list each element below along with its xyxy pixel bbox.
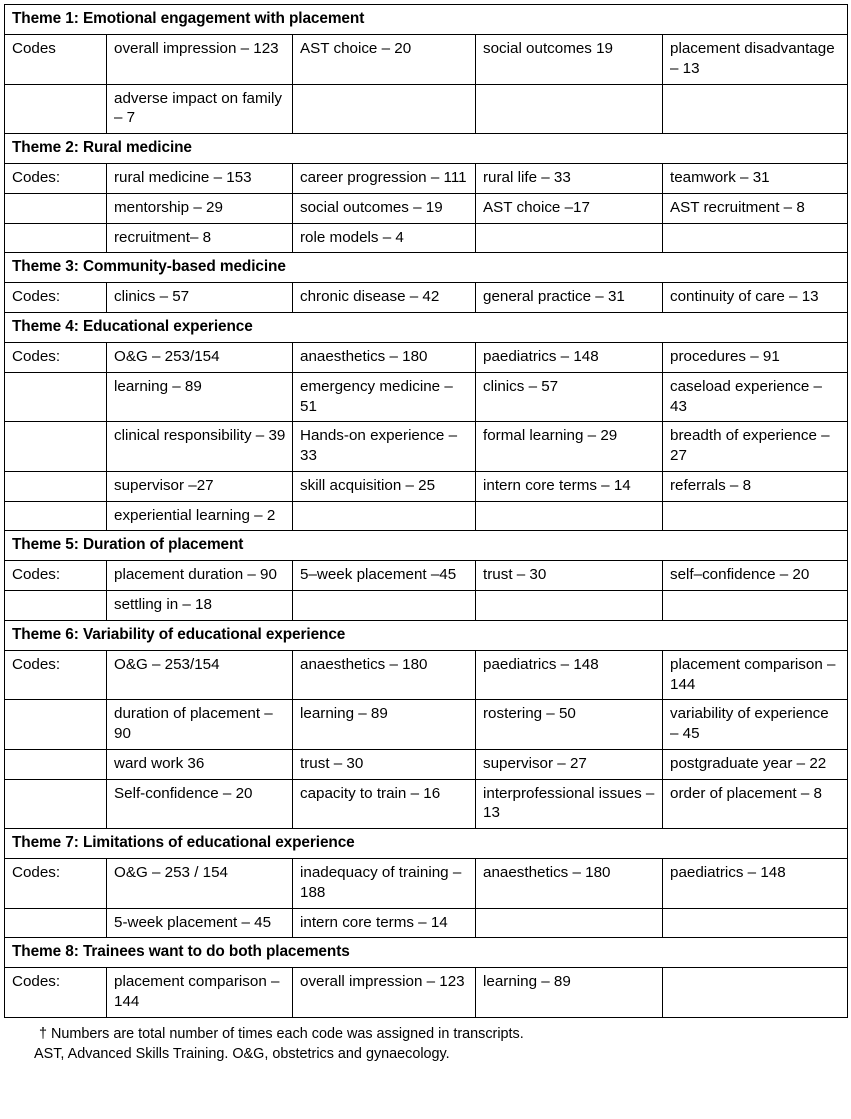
code-cell [107,908,293,938]
code-cell [293,283,476,313]
code-cell-text: referrals – 8 [670,476,752,494]
code-cell [107,223,293,253]
theme-header: Theme 3: Community-based medicine [5,253,848,283]
code-cell-text: continuity of care – 13 [670,288,819,306]
code-cell-text: placement comparison – 144 [670,655,836,693]
code-cell-text: overall impression – 123 [114,40,279,58]
codes-label-empty [5,591,107,621]
code-cell [293,471,476,501]
code-cell [663,471,848,501]
code-cell [293,779,476,829]
code-cell-text: career progression – 111 [300,169,467,187]
codes-label-empty [5,749,107,779]
theme-header-row [5,134,848,164]
code-cell [293,35,476,85]
code-cell [663,700,848,750]
code-cell-text: learning – 89 [114,377,202,395]
code-cell [663,164,848,194]
code-cell-text: ward work 36 [114,754,205,772]
codes-label: Codes [5,35,107,85]
code-cell-text: clinics – 57 [483,377,559,395]
code-cell [476,422,663,472]
code-cell [107,35,293,85]
codes-label-empty [5,84,107,134]
codes-label-empty [5,372,107,422]
code-cell-text: supervisor –27 [114,476,214,494]
code-cell [293,650,476,700]
code-cell-text: caseload experience – 43 [670,377,822,415]
code-cell [107,283,293,313]
code-cell-empty [476,84,663,134]
code-cell [107,501,293,531]
codes-label-empty [5,223,107,253]
code-cell-text: settling in – 18 [114,596,212,614]
code-cell [107,968,293,1018]
code-cell-text: emergency medicine – 51 [300,377,453,415]
theme-header-row [5,253,848,283]
code-cell-text: Self-confidence – 20 [114,784,253,802]
code-cell-text: mentorship – 29 [114,198,223,216]
table-row [5,35,848,85]
footnote-line-1: † Numbers are total number of times each code was assigned in transcripts. [39,1025,524,1042]
code-cell [476,749,663,779]
code-cell-empty [663,501,848,531]
codes-label: Codes: [5,283,107,313]
code-cell-text: O&G – 253/154 [114,655,220,673]
table-footnotes [4,1025,847,1065]
code-cell [476,700,663,750]
code-cell [663,561,848,591]
code-cell-empty [293,591,476,621]
footnote-line-2: AST, Advanced Skills Training. O&G, obstetrics and gynaecology. [34,1045,450,1062]
code-cell-text: paediatrics – 148 [483,348,599,366]
code-cell [663,779,848,829]
code-cell [107,700,293,750]
code-cell [663,749,848,779]
code-cell-text: learning – 89 [300,705,388,723]
code-cell-text: duration of placement – 90 [114,705,273,743]
theme-header: Theme 5: Duration of placement [5,531,848,561]
code-cell [107,193,293,223]
code-cell [107,343,293,373]
code-cell [663,650,848,700]
codes-label-empty [5,471,107,501]
codes-label-empty [5,700,107,750]
codes-label-empty [5,193,107,223]
code-cell-empty [663,968,848,1018]
theme-header-row [5,531,848,561]
code-cell [476,561,663,591]
code-cell [293,700,476,750]
codes-label-empty [5,779,107,829]
code-cell [107,859,293,909]
code-cell [476,779,663,829]
table-row [5,471,848,501]
code-cell-text: AST choice – 20 [300,40,412,58]
code-cell [476,35,663,85]
code-cell-text: clinical responsibility – 39 [114,427,286,445]
code-cell-text: trust – 30 [483,566,547,584]
theme-header-row [5,938,848,968]
table-row [5,422,848,472]
code-cell-text: self–confidence – 20 [670,566,810,584]
code-cell [293,908,476,938]
code-cell-text: O&G – 253 / 154 [114,864,228,882]
code-cell-text: experiential learning – 2 [114,506,276,524]
code-cell-empty [476,908,663,938]
table-row [5,968,848,1018]
table-row [5,700,848,750]
code-cell-text: anaesthetics – 180 [300,348,428,366]
code-cell-text: social outcomes – 19 [300,198,443,216]
table-row [5,164,848,194]
code-cell-text: recruitment– 8 [114,228,212,246]
code-cell-text: AST choice –17 [483,198,590,216]
code-cell [107,164,293,194]
table-row [5,501,848,531]
code-cell [293,343,476,373]
code-cell-text: trust – 30 [300,754,364,772]
code-cell [476,650,663,700]
code-cell-text: intern core terms – 14 [300,913,448,931]
codes-label: Codes: [5,343,107,373]
code-cell-text: inadequacy of training – 188 [300,864,462,901]
code-cell [476,859,663,909]
code-cell-text: interprofessional issues – 13 [483,784,655,822]
codes-label: Codes: [5,650,107,700]
code-cell [107,650,293,700]
code-cell-empty [293,84,476,134]
theme-header-row [5,829,848,859]
code-cell [476,471,663,501]
code-cell [476,372,663,422]
code-cell-text: postgraduate year – 22 [670,754,827,772]
code-cell [293,749,476,779]
code-cell-text: O&G – 253/154 [114,348,220,366]
code-cell-text: anaesthetics – 180 [483,864,611,882]
theme-header: Theme 4: Educational experience [5,313,848,343]
codes-label-empty [5,422,107,472]
code-cell [107,471,293,501]
code-cell-empty [293,501,476,531]
code-cell [476,343,663,373]
code-cell-text: paediatrics – 148 [483,655,599,673]
table-row [5,591,848,621]
code-cell-text: placement duration – 90 [114,566,277,584]
theme-header: Theme 1: Emotional engagement with placement [5,5,848,35]
code-cell-text: rostering – 50 [483,705,576,723]
code-cell [107,561,293,591]
code-cell-text: intern core terms – 14 [483,476,631,494]
code-cell [293,561,476,591]
theme-header-row [5,5,848,35]
code-cell [476,283,663,313]
theme-header: Theme 7: Limitations of educational experience [5,829,848,859]
codes-label: Codes: [5,164,107,194]
code-cell [476,193,663,223]
code-cell [293,193,476,223]
code-cell-empty [663,591,848,621]
table-row [5,561,848,591]
code-cell-text: supervisor – 27 [483,754,587,772]
code-cell-text: rural medicine – 153 [114,169,252,187]
code-cell-empty [476,223,663,253]
code-cell [293,223,476,253]
code-cell [663,283,848,313]
codes-label: Codes: [5,859,107,909]
code-cell-empty [663,84,848,134]
code-cell [107,779,293,829]
table-row [5,343,848,373]
code-cell-text: anaesthetics – 180 [300,655,428,673]
code-cell [293,164,476,194]
code-cell-empty [476,591,663,621]
codes-label-empty [5,908,107,938]
code-cell-text: learning – 89 [483,973,571,991]
code-cell-text: AST recruitment – 8 [670,198,805,216]
code-cell [107,591,293,621]
table-row [5,84,848,134]
code-cell-text: clinics – 57 [114,288,190,306]
code-cell [663,35,848,85]
table-row [5,372,848,422]
table-row [5,223,848,253]
code-cell-text: procedures – 91 [670,348,780,366]
codes-label-empty [5,501,107,531]
table-row [5,650,848,700]
code-cell [663,343,848,373]
code-cell [107,84,293,134]
thematic-codebook-table [4,4,848,1018]
table-row [5,859,848,909]
code-cell-text: breadth of experience – 27 [670,427,830,465]
theme-header-row [5,620,848,650]
table-row [5,749,848,779]
code-cell-empty [663,908,848,938]
code-cell-text: chronic disease – 42 [300,288,440,306]
code-cell-text: adverse impact on family – 7 [114,89,282,127]
codes-label: Codes: [5,561,107,591]
code-cell-text: formal learning – 29 [483,427,618,445]
table-row [5,283,848,313]
code-cell-text: placement disadvantage – 13 [670,40,835,77]
code-cell-text: 5-week placement – 45 [114,913,272,931]
code-cell-text: general practice – 31 [483,288,625,306]
code-cell [107,749,293,779]
theme-header: Theme 2: Rural medicine [5,134,848,164]
codes-label: Codes: [5,968,107,1018]
code-cell [107,372,293,422]
theme-header-row [5,313,848,343]
code-cell-text: variability of experience – 45 [670,705,829,743]
code-cell-empty [476,501,663,531]
code-cell-text: order of placement – 8 [670,784,822,802]
code-cell-text: rural life – 33 [483,169,571,187]
table-body [5,5,848,1018]
table-row [5,193,848,223]
code-cell-text: role models – 4 [300,228,404,246]
code-cell [293,968,476,1018]
code-cell-empty [663,223,848,253]
code-cell-text: Hands-on experience – 33 [300,427,458,465]
code-cell [293,859,476,909]
theme-header: Theme 8: Trainees want to do both placements [5,938,848,968]
code-cell-text: social outcomes 19 [483,40,614,58]
code-cell [293,372,476,422]
table-row [5,779,848,829]
code-cell [663,193,848,223]
code-cell [107,422,293,472]
table-row [5,908,848,938]
code-cell [293,422,476,472]
code-cell [476,968,663,1018]
theme-header: Theme 6: Variability of educational experience [5,620,848,650]
code-cell-text: paediatrics – 148 [670,864,786,882]
code-cell [663,859,848,909]
code-cell-text: skill acquisition – 25 [300,476,436,494]
code-cell-text: overall impression – 123 [300,973,465,991]
code-cell-text: 5–week placement –45 [300,566,457,584]
code-cell-text: teamwork – 31 [670,169,770,187]
code-cell-text: placement comparison – 144 [114,973,280,1011]
code-cell [476,164,663,194]
code-cell-text: capacity to train – 16 [300,784,441,802]
code-cell [663,422,848,472]
code-cell [663,372,848,422]
